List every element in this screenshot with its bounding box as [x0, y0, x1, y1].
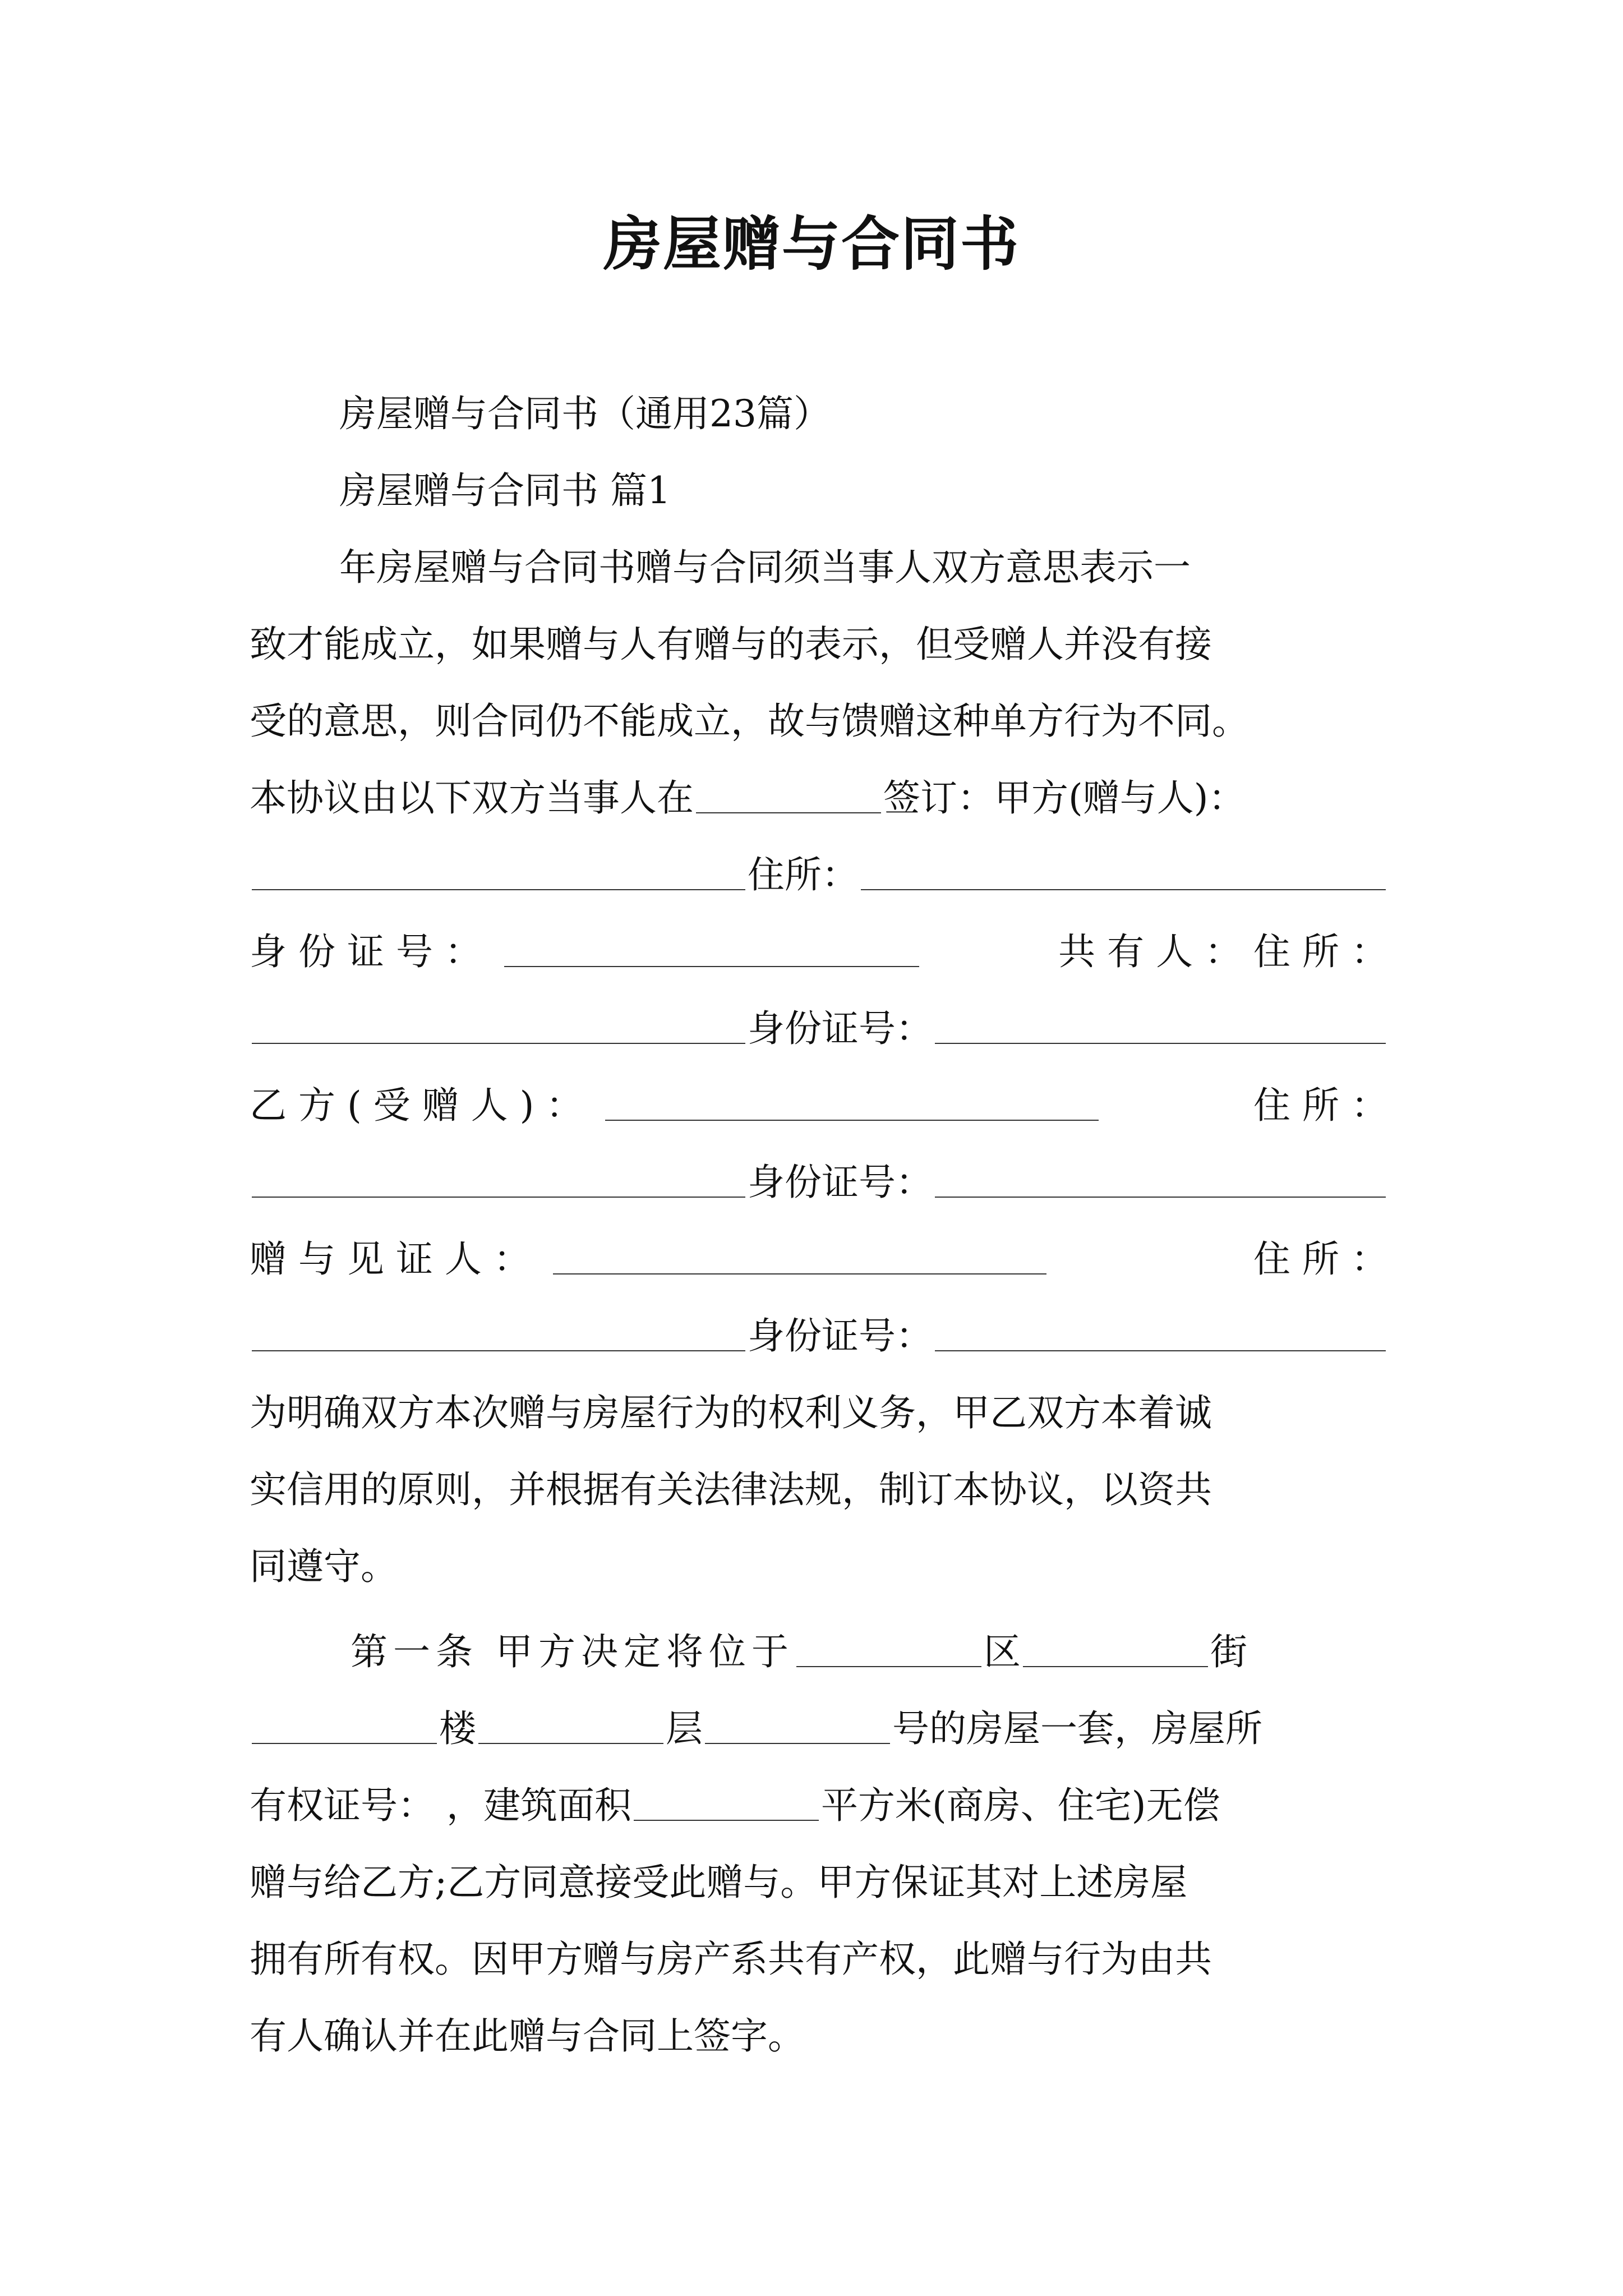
form-row: 身份证号： [250, 991, 1388, 1067]
blank-line [696, 783, 881, 813]
blank-line [1023, 1637, 1208, 1667]
blank-line [504, 937, 919, 967]
article-line: 拥有所有权。因甲方赠与房产系共有产权，此赠与行为由共 [250, 1938, 1212, 1981]
blank-line [252, 1714, 437, 1744]
blank-line [935, 1167, 1386, 1198]
blank-line [252, 1321, 745, 1351]
subtitle: 房屋赠与合同书（通用23篇） [339, 392, 831, 435]
blank-line [935, 1014, 1386, 1044]
form-row: 住所： [250, 837, 1388, 913]
document-title: 房屋赠与合同书 [603, 209, 1020, 278]
article-line: 第一条 甲方决定将位于 区 街 [351, 1630, 1247, 1673]
form-row: 赠 与 见 证 人 ： 住 所 ： [250, 1237, 1388, 1281]
section-heading: 房屋赠与合同书 篇1 [339, 469, 671, 512]
blank-line [252, 1014, 745, 1044]
article-line: 有权证号： ，建筑面积 平方米(商房、住宅)无偿 [250, 1784, 1220, 1827]
blank-line [705, 1714, 890, 1744]
blank-line [553, 1244, 1046, 1274]
paragraph-line: 年房屋赠与合同书赠与合同须当事人双方意思表示一 [339, 546, 1191, 589]
article-line: 赠与给乙方;乙方同意接受此赠与。甲方保证其对上述房屋 [250, 1861, 1188, 1904]
blank-line [605, 1091, 1099, 1121]
paragraph-line: 为明确双方本次赠与房屋行为的权利义务，甲乙双方本着诚 [250, 1391, 1212, 1434]
paragraph-line: 受的意思，则合同仍不能成立，故与馈赠这种单方行为不同。 [250, 700, 1249, 743]
form-row: 乙 方 ( 受 赠 人 ) ： 住 所 ： [250, 1084, 1388, 1127]
blank-line [634, 1791, 819, 1821]
blank-line [796, 1637, 981, 1667]
paragraph-line: 同遵守。 [250, 1545, 398, 1588]
blank-line [861, 860, 1386, 890]
blank-line [252, 860, 745, 890]
blank-line [252, 1167, 745, 1198]
form-row: 身份证号： [250, 1298, 1388, 1374]
paragraph-line: 本协议由以下双方当事人在 签订：甲方(赠与人)： [250, 776, 1246, 820]
form-row: 身份证号： [250, 1144, 1388, 1221]
article-line: 楼 层 号的房屋一套，房屋所 [250, 1691, 1388, 1767]
blank-line [478, 1714, 663, 1744]
article-line: 有人确认并在此赠与合同上签字。 [250, 2014, 805, 2058]
form-row: 身 份 证 号 ： 共 有 人 ： 住 所 ： [250, 930, 1388, 973]
blank-line [935, 1321, 1386, 1351]
paragraph-line: 实信用的原则，并根据有关法律法规，制订本协议，以资共 [250, 1468, 1212, 1511]
paragraph-line: 致才能成立，如果赠与人有赠与的表示，但受赠人并没有接 [250, 623, 1212, 666]
